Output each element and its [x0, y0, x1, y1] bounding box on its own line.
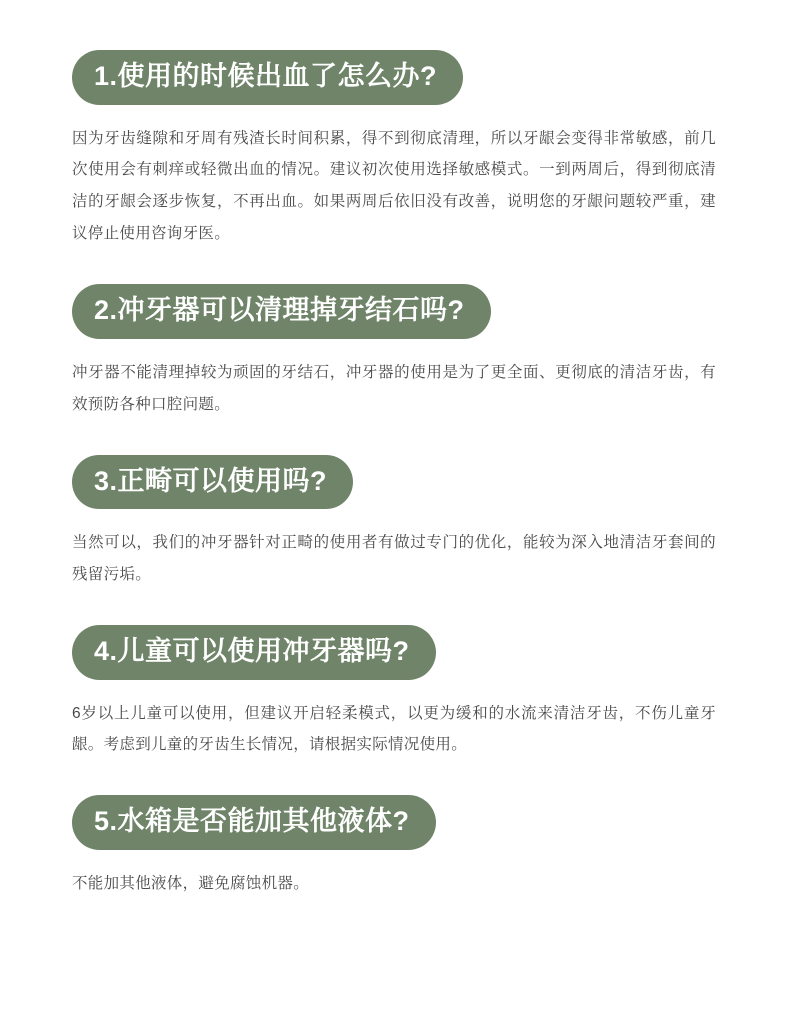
faq-answer: 不能加其他液体，避免腐蚀机器。	[72, 874, 310, 892]
faq-question-pill: 5.水箱是否能加其他液体?	[72, 795, 436, 850]
faq-item	[72, 625, 718, 761]
faq-answer: 当然可以，我们的冲牙器针对正畸的使用者有做过专门的优化，能较为深入地清洁牙套间的残留污垢。	[72, 534, 716, 584]
faq-answer: 因为牙齿缝隙和牙周有残渣长时间积累，得不到彻底清理，所以牙龈会变得非常敏感，前几次使用会有刺痒或轻微出血的情况。建议初次使用选择敏感模式。一到两周后，得到彻底清洁的牙龈会逐步恢复，不再出血。如果两周后依旧没有改善，说明您的牙龈问题较严重，建议停止使用咨询牙医。	[72, 129, 716, 243]
faq-answer: 冲牙器不能清理掉较为顽固的牙结石，冲牙器的使用是为了更全面、更彻底的清洁牙齿，有效预防各种口腔问题。	[72, 363, 716, 413]
faq-item	[72, 50, 718, 250]
faq-item	[72, 284, 718, 420]
faq-item	[72, 455, 718, 591]
faq-question-pill: 4.儿童可以使用冲牙器吗?	[72, 625, 436, 680]
faq-item	[72, 795, 718, 899]
faq-answer: 6岁以上儿童可以使用，但建议开启轻柔模式，以更为缓和的水流来清洁牙齿，不伤儿童牙龈。考虑到儿童的牙齿生长情况，请根据实际情况使用。	[72, 704, 716, 754]
faq-question-pill: 1.使用的时候出血了怎么办?	[72, 50, 463, 105]
faq-question-pill: 3.正畸可以使用吗?	[72, 455, 353, 510]
faq-question-pill: 2.冲牙器可以清理掉牙结石吗?	[72, 284, 491, 339]
